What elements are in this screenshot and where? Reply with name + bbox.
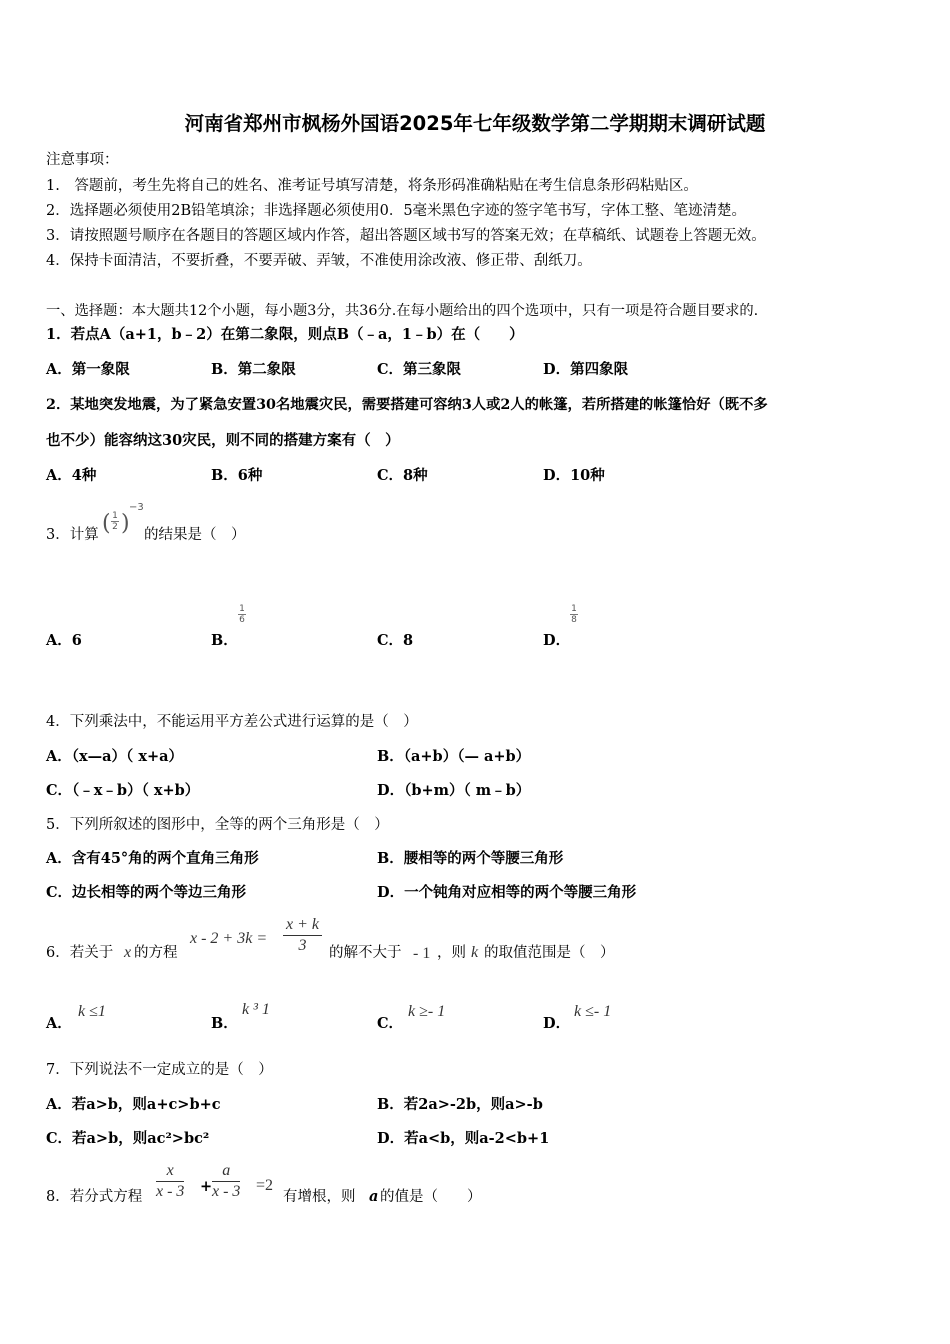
question-5-option-b: B．腰相等的两个等腰三角形: [377, 850, 564, 867]
question-5-option-c: C．边长相等的两个等边三角形: [46, 884, 247, 901]
question-7-option-d: D．若a<b，则a-2<b+1: [377, 1130, 550, 1147]
question-4-stem: 4．下列乘法中，不能运用平方差公式进行运算的是（ ）: [46, 714, 418, 730]
notice-item: 2．选择题必须使用2B铅笔填涂；非选择题必须使用0．5毫米黑色字迹的签字笔书写，字体工整、笔迹清楚。: [46, 203, 747, 219]
question-3-option-a: A．6: [46, 632, 82, 649]
question-6-option-c-label: C．: [377, 1015, 404, 1032]
question-6-equation-fraction: $\frac{x + k}{3}$: [283, 915, 322, 956]
question-2-option-d: D．10种: [543, 467, 605, 484]
question-6-stem-prefix: 6．若关于: [46, 945, 114, 961]
question-6-option-a-math: k ≤1: [78, 1003, 106, 1020]
question-6-stem-mid: 的方程: [134, 945, 178, 961]
notice-heading: 注意事项：: [46, 152, 119, 168]
question-1-option-b: B．第二象限: [211, 361, 296, 378]
notice-item: 4．保持卡面清洁，不要折叠，不要弄破、弄皱，不准使用涂改液、修正带、刮纸刀。: [46, 253, 592, 269]
question-8-stem-mid: 有增根，则: [283, 1189, 356, 1205]
question-7-option-a: A．若a>b，则a+c>b+c: [46, 1096, 221, 1113]
question-8-stem-prefix: 8．若分式方程: [46, 1189, 143, 1205]
question-7-stem: 7．下列说法不一定成立的是（ ）: [46, 1062, 273, 1078]
question-6-stem-suffix: 的取值范围是（ ）: [484, 945, 615, 961]
question-6-neg-one: - 1: [413, 945, 431, 962]
question-1-option-c: C．第三象限: [377, 361, 462, 378]
question-6-option-d-label: D．: [543, 1015, 571, 1032]
question-6-stem-mid3: ，则: [437, 945, 466, 961]
question-7-option-b: B．若2a>-2b，则a>-b: [377, 1096, 543, 1113]
question-6-option-b-math: k ³ 1: [242, 1001, 270, 1018]
question-8-fraction-2: $\frac{a}{x - 3}$: [212, 1162, 241, 1200]
question-3-option-c: C．8: [377, 632, 414, 649]
question-6-var-x: x: [124, 944, 132, 961]
question-6-stem-mid2: 的解不大于: [329, 945, 402, 961]
question-5-option-d: D．一个钝角对应相等的两个等腰三角形: [377, 884, 637, 901]
question-5-option-a: A．含有45°角的两个直角三角形: [46, 850, 259, 867]
question-2-stem-line1: 2．某地突发地震，为了紧急安置30名地震灾民，需要搭建可容纳3人或2人的帐篷，若所搭建的帐篷恰好（既不多: [46, 397, 768, 413]
page-title: 河南省郑州市枫杨外国语2025年七年级数学第二学期期末调研试题: [184, 112, 766, 135]
question-6-var-k: k: [471, 944, 479, 961]
question-3-option-d-fraction: 1 8: [571, 604, 577, 625]
question-1-option-d: D．第四象限: [543, 361, 629, 378]
question-6-option-d-math: k ≤- 1: [574, 1003, 612, 1020]
question-3-fraction: 1 2: [112, 511, 118, 532]
question-2-stem-line2: 也不少）能容纳这30灾民，则不同的搭建方案有（ ）: [46, 432, 400, 449]
question-8-stem-suffix: 的值是（ ）: [380, 1189, 482, 1205]
exam-page: 河南省郑州市枫杨外国语2025年七年级数学第二学期期末调研试题 注意事项： 1. 答题前，考生先将自己的姓名、准考证号填写清楚，将条形码准确粘贴在考生信息条形码粘贴区。 2．选择题必须使用2B铅笔填涂；非选择题必须使用0．5毫米黑色字迹的签字笔书写，字体工整、笔迹清楚。 3．请按照题号顺序在各题目的答题区域内作答，超出答题区域书写的答案无效；在草稿纸、试题卷上答题无效。 4．保持卡面清洁，不要折叠，不要弄破、弄皱，不准使用涂改液、修正带、刮纸刀。 一、选择题：本大题共12个小题，每小题3分，共36分.在每小题给出的四个选项中，只有一项是符合题目要求的. 1．若点A（a+1，b﹣2）在第二象限，则点B（﹣a，1﹣b）在（ ） A．第一象限 B．第二象限 C．第三象限 D．第四象限 2．某地突发地震，为了紧急安置30名地震灾民，需要搭建可容纳3人或2人的帐篷，若所搭建的帐篷恰好（既不多 也不少）能容纳这30灾民，则不同的搭建方案有（ ） A．4种 B．6种 C．8种 D．10种 3．计算 ( 1 2 ) −3 的结果是（ ） A．6 B． 1 6 C．8 D． 1 8 4．下列乘法中，不能运用平方差公式进行运算的是（ ） A．（x—a）（ x+a） B．（a+b）（— a+b） C．（﹣x﹣b）（ x+b） D．（b+m）（ m﹣b） 5．下列所叙述的图形中，全等的两个三角形是（ ） A．含有45°角的两个直角三角形 B．腰相等的两个等腰三角形 C．边长相等的两个等边三角形 D．一个钝角对应相等的两个等腰三角形 6．若关于 x 的方程 x - 2 + 3k = $\frac{x + k}{3}$ 的解不大于 - 1 ，则 k 的取值范围是（ ） A． k ≤1 B． k ³ 1 C． k ≥- 1 D． k ≤- 1 7．下列说法不一定成立的是（ ） A．若a>b，则a+c>b+c B．若2a>-2b，则a>-b C．若a>b，则ac²>bc² D．若a<b，则a-2<b+1 8．若分式方程 $\frac{x}{x - 3}$ + $\frac{a}{x - 3}$ =2 有增根，则 a 的值是（ ）: [0, 0, 950, 1344]
question-4-option-b: B．（a+b）（— a+b）: [377, 748, 531, 765]
question-6-option-a-label: A．: [46, 1015, 72, 1032]
notice-item: 3．请按照题号顺序在各题目的答题区域内作答，超出答题区域书写的答案无效；在草稿纸、试题卷上答题无效。: [46, 228, 766, 244]
question-4-option-d: D．（b+m）（ m﹣b）: [377, 782, 531, 799]
question-3-option-d: D．: [543, 632, 571, 649]
notice-item: 1. 答题前，考生先将自己的姓名、准考证号填写清楚，将条形码准确粘贴在考生信息条形码粘贴区。: [46, 178, 698, 194]
question-1-option-a: A．第一象限: [46, 361, 130, 378]
question-1-stem: 1．若点A（a+1，b﹣2）在第二象限，则点B（﹣a，1﹣b）在（ ）: [46, 326, 524, 343]
question-7-option-c: C．若a>b，则ac²>bc²: [46, 1130, 210, 1147]
question-6-equation-left: x - 2 + 3k =: [190, 930, 268, 947]
question-3-option-b: B．: [211, 632, 238, 649]
question-8-equals: =2: [256, 1177, 274, 1194]
section-heading: 一、选择题：本大题共12个小题，每小题3分，共36分.在每小题给出的四个选项中，只有一项是符合题目要求的.: [46, 303, 759, 319]
question-2-option-a: A．4种: [46, 467, 97, 484]
question-8-plus: +: [200, 1178, 213, 1195]
question-2-option-c: C．8种: [377, 467, 428, 484]
question-6-option-c-math: k ≥- 1: [408, 1003, 446, 1020]
question-2-option-b: B．6种: [211, 467, 263, 484]
question-3-exponent: −3: [129, 502, 144, 513]
question-3-stem-prefix: 3．计算: [46, 527, 99, 543]
question-8-fraction-1: $\frac{x}{x - 3}$: [156, 1162, 185, 1200]
question-3-stem-suffix: 的结果是（ ）: [144, 527, 246, 543]
question-8-var-a: a: [369, 1188, 379, 1205]
question-6-option-b-label: B．: [211, 1015, 238, 1032]
question-4-option-c: C．（﹣x﹣b）（ x+b）: [46, 782, 200, 799]
question-5-stem: 5．下列所叙述的图形中，全等的两个三角形是（ ）: [46, 817, 389, 833]
question-4-option-a: A．（x—a）（ x+a）: [46, 748, 184, 765]
question-3-option-b-fraction: 1 6: [239, 604, 245, 625]
